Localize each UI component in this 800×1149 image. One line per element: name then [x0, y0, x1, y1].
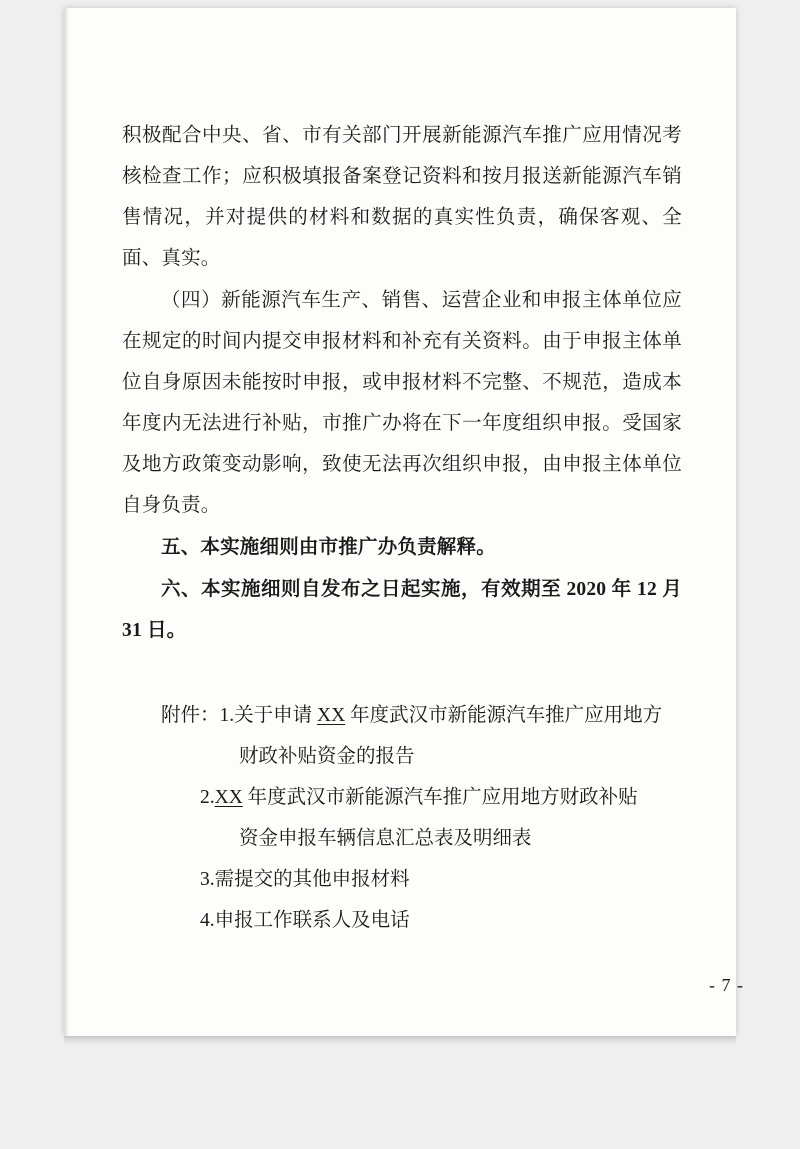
attachment-1-blank-field: XX: [317, 705, 346, 726]
attachment-4-number: 4.: [200, 910, 215, 931]
page-number: - 7 -: [709, 975, 744, 995]
attachment-item-4: [122, 900, 682, 941]
attachment-1-number: 1.: [219, 705, 235, 726]
attachment-1-line2: 财政补贴资金的报告: [239, 746, 415, 767]
attachment-2-blank-field: XX: [214, 787, 243, 808]
attachment-1-suffix: 年度武汉市新能源汽车推广应用地方: [345, 705, 663, 726]
paragraph-1: 积极配合中央、省、市有关部门开展新能源汽车推广应用情况考核检查工作；应积极填报备案登记资料和按月报送新能源汽车销售情况，并对提供的材料和数据的真实性负责，确保客观、全面、真实。: [122, 125, 682, 269]
attachments-label: 附件：: [161, 705, 220, 726]
attachment-3-text: 需提交的其他申报材料: [214, 869, 410, 890]
attachment-4-text: 申报工作联系人及电话: [214, 910, 410, 931]
document-text-body: [122, 115, 682, 941]
attachment-1-line1: [220, 695, 682, 736]
attachment-item-3: [122, 859, 682, 900]
attachment-2-number: 2.: [200, 787, 215, 808]
attachment-2-line2: 资金申报车辆信息汇总表及明细表: [239, 828, 532, 849]
paragraph-2: （四）新能源汽车生产、销售、运营企业和申报主体单位应在规定的时间内提交申报材料和补充有关资料。由于申报主体单位自身原因未能按时申报，或申报材料不完整、不规范，造成本年度内无法进行补贴，市推广办将在下一年度组织申报。受国家及地方政策变动影响，致使无法再次组织申报，由申报主体单位自身负责。: [122, 290, 682, 516]
attachment-1-prefix: 关于申请: [234, 705, 318, 726]
paragraph-4: 六、本实施细则自发布之日起实施，有效期至 2020 年 12 月 31 日。: [122, 579, 682, 641]
attachment-item-2: [122, 777, 682, 818]
attachment-2-suffix: 年度武汉市新能源汽车推广应用地方财政补贴: [242, 787, 638, 808]
attachments-block: [122, 695, 682, 941]
attachment-3-number: 3.: [200, 869, 215, 890]
attachment-item-1: [122, 695, 682, 736]
page-binding-edge: [64, 8, 69, 1036]
page-bottom-shadow: [64, 1036, 736, 1046]
paragraph-3: 五、本实施细则由市推广办负责解释。: [161, 537, 496, 558]
